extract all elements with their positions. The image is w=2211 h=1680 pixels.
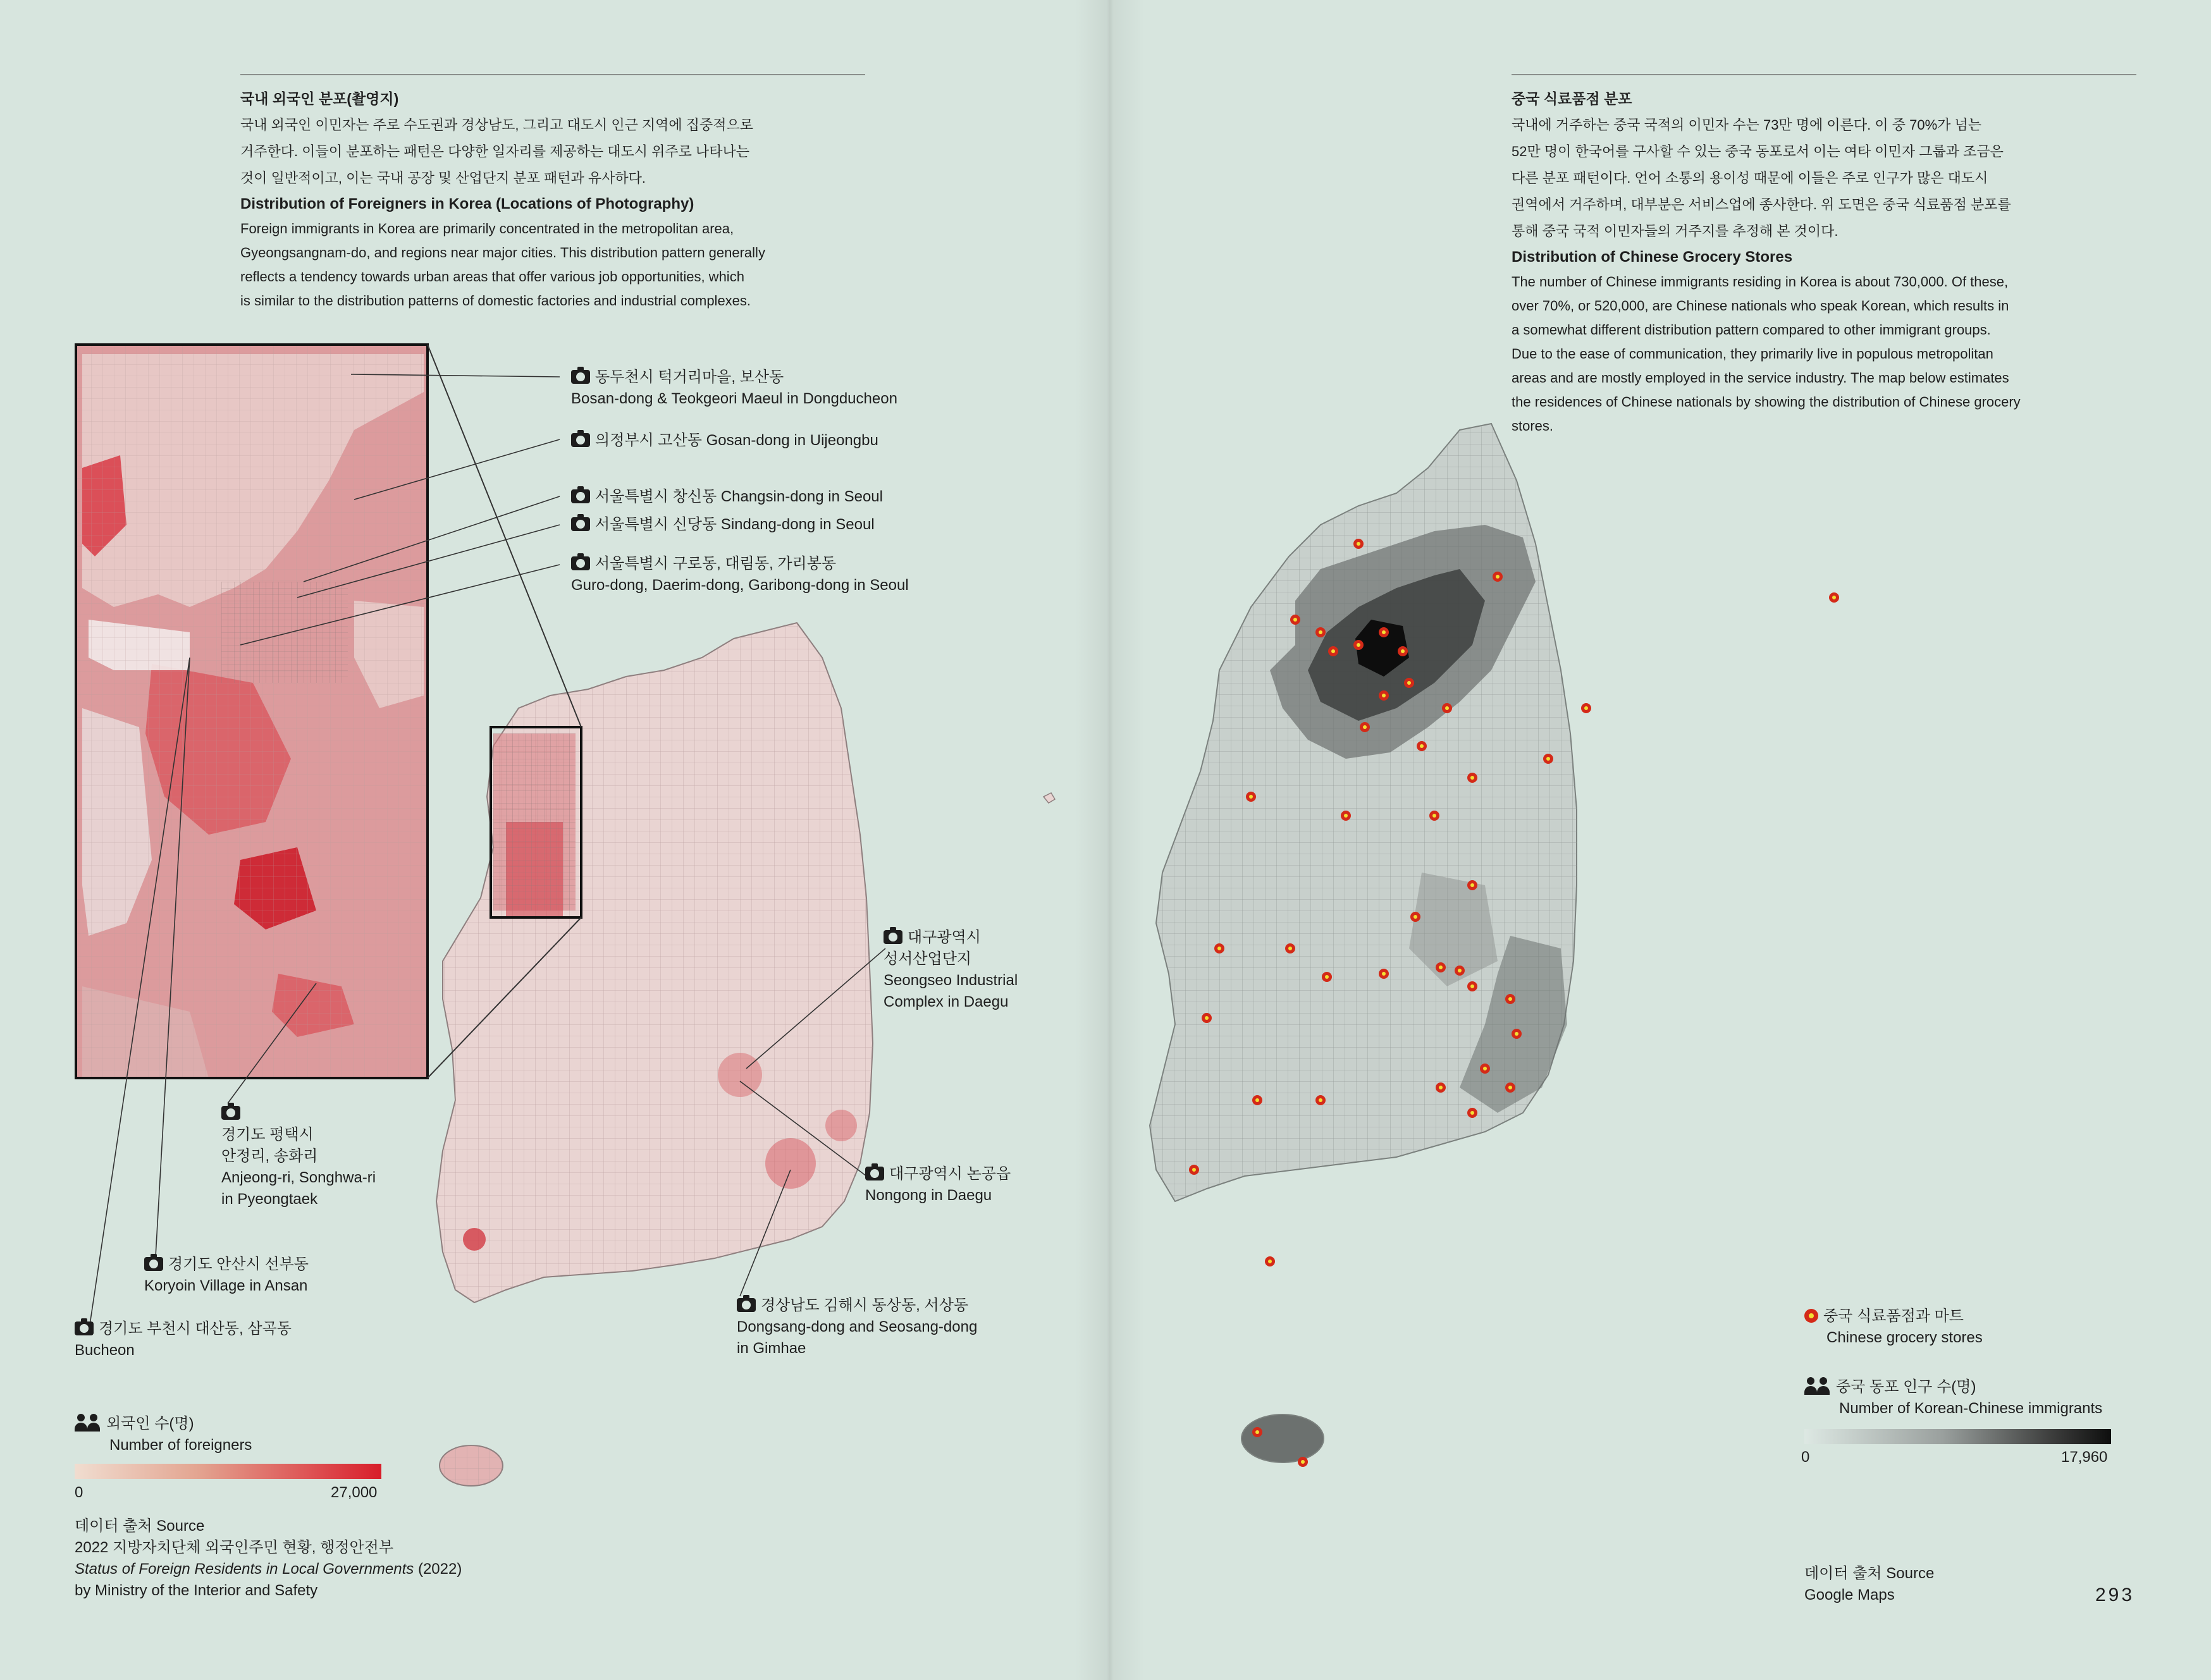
left-heading-en: Distribution of Foreigners in Korea (Locations of Photography) [240,195,694,212]
camera-icon [75,1321,94,1335]
camera-icon [571,517,590,531]
left-source: 데이터 출처 Source 2022 지방자치단체 외국인주민 현황, 행정안전부 Status of Foreign Residents in Local Governments (2022) by Ministry of the Interior and Safety [75,1518,462,1599]
camera-icon [571,556,590,570]
loc-label-seongseo: 대구광역시 성서산업단지 Seongseo Industrial Complex in Daegu [884,929,1018,1010]
loc-label-gimhae: 경상남도 김해시 동상동, 서상동 Dongsang-dong and Seosang-dong in Gimhae [737,1297,978,1357]
grocery-store-marker-icon [1804,1309,1818,1323]
left-body-ko-1: 국내 외국인 이민자는 주로 수도권과 경상남도, 그리고 대도시 인근 지역에 집중적으로 [240,117,754,133]
left-heading-ko: 국내 외국인 분포(촬영지) [240,90,399,107]
left-body-en-4: is similar to the distribution patterns of domestic factories and industrial complexes. [240,293,751,309]
camera-icon [571,370,590,384]
loc-label-sindang: 서울특별시 신당동 Sindang-dong in Seoul [571,514,875,536]
loc-label-ansan: 경기도 안산시 선부동 Koryoin Village in Ansan [144,1256,309,1294]
foreigners-legend-min: 0 [75,1484,83,1501]
right-intro: 중국 식료품점 분포 국내에 거주하는 중국 국적의 이민자 수는 73만 명에 이른다. 이 중 70%가 넘는 52만 명이 한국어를 구사할 수 있는 중국 동포로서 이는 여타 이민자 그룹과 조금은 다른 분포 패턴이다. 언어 소통의 용이성 때문에 이들은 주로 인구가 많은 대도시 권역에서 거주하며, 대부분은 서비스업에 종사한다. 위 도면은 중국 식료품점 분포를 통해 중국 국적 이민자들의 거주지를 추정해 본 것이다. Distribution of Chinese Grocery Stores The number of Chinese immigrants residing in Korea is about 730,000. Of these, over 70%, or 520,000, are Chinese nationals who speak Korean, which results in a somewhat different distribution pattern compared to other immigrant groups. Due to the ease of communication, they primarily live in populous metropolitan areas and are mostly employed in the service industry. The map below estimates the residences of Chinese nationals by showing the distribution of Chinese grocery stores. [1512,85,2144,438]
population-legend-title: 중국 동포 인구 수(명) Number of Korean-Chinese immigrants [1804,1376,2102,1419]
loc-label-changsin: 서울특별시 창신동 Changsin-dong in Seoul [571,486,883,508]
right-heading-ko: 중국 식료품점 분포 [1512,90,1632,107]
loc-label-nongong: 대구광역시 논공읍 Nongong in Daegu [865,1165,1011,1204]
right-source: 데이터 출처 Source Google Maps [1804,1565,1935,1603]
grocery-stores-map [1106,0,2211,1680]
foreigners-legend-max: 27,000 [331,1484,378,1501]
stores-legend: 중국 식료품점과 마트 Chinese grocery stores [1804,1306,1983,1349]
camera-icon [884,930,902,944]
population-legend-max: 17,960 [2061,1449,2108,1466]
camera-icon [571,433,590,447]
left-body-ko-2: 거주한다. 이들이 분포하는 패턴은 다양한 일자리를 제공하는 대도시 위주로 나타나는 [240,144,749,159]
right-heading-en: Distribution of Chinese Grocery Stores [1512,248,1793,266]
loc-label-guro: 서울특별시 구로동, 대림동, 가리봉동 Guro-dong, Daerim-dong, Garibong-dong in Seoul [571,555,909,594]
loc-label-bucheon: 경기도 부천시 대산동, 삼곡동 Bucheon [75,1320,292,1359]
page-number: 293 [2095,1585,2135,1605]
camera-icon [865,1167,884,1180]
loc-label-dongducheon: 동두천시 턱거리마을, 보산동 Bosan-dong & Teokgeori Maeul in Dongducheon [571,369,897,407]
foreigners-legend-gradient [75,1464,381,1479]
left-body-en-3: reflects a tendency towards urban areas that offer various job opportunities, which [240,269,744,285]
population-legend-min: 0 [1801,1449,1810,1466]
population-legend-gradient [1804,1429,2111,1444]
camera-icon [144,1257,163,1271]
left-body-en-1: Foreign immigrants in Korea are primarily concentrated in the metropolitan area, [240,221,734,236]
loc-label-uijeongbu: 의정부시 고산동 Gosan-dong in Uijeongbu [571,430,878,451]
loc-label-pyeongtaek: 경기도 평택시 안정리, 송화리 Anjeong-ri, Songhwa-ri in Pyeongtaek [221,1103,376,1210]
people-icon [1804,1377,1831,1395]
people-icon [75,1414,101,1432]
camera-icon [737,1298,756,1312]
left-body-en-2: Gyeongsangnam-do, and regions near major cities. This distribution pattern generally [240,245,765,261]
camera-icon [221,1106,240,1120]
jeju-island-grey [1241,1414,1324,1462]
left-body-ko-3: 것이 일반적이고, 이는 국내 공장 및 산업단지 분포 패턴과 유사하다. [240,170,646,186]
camera-icon [571,489,590,503]
foreigners-legend-title: 외국인 수(명) Number of foreigners [75,1413,252,1456]
